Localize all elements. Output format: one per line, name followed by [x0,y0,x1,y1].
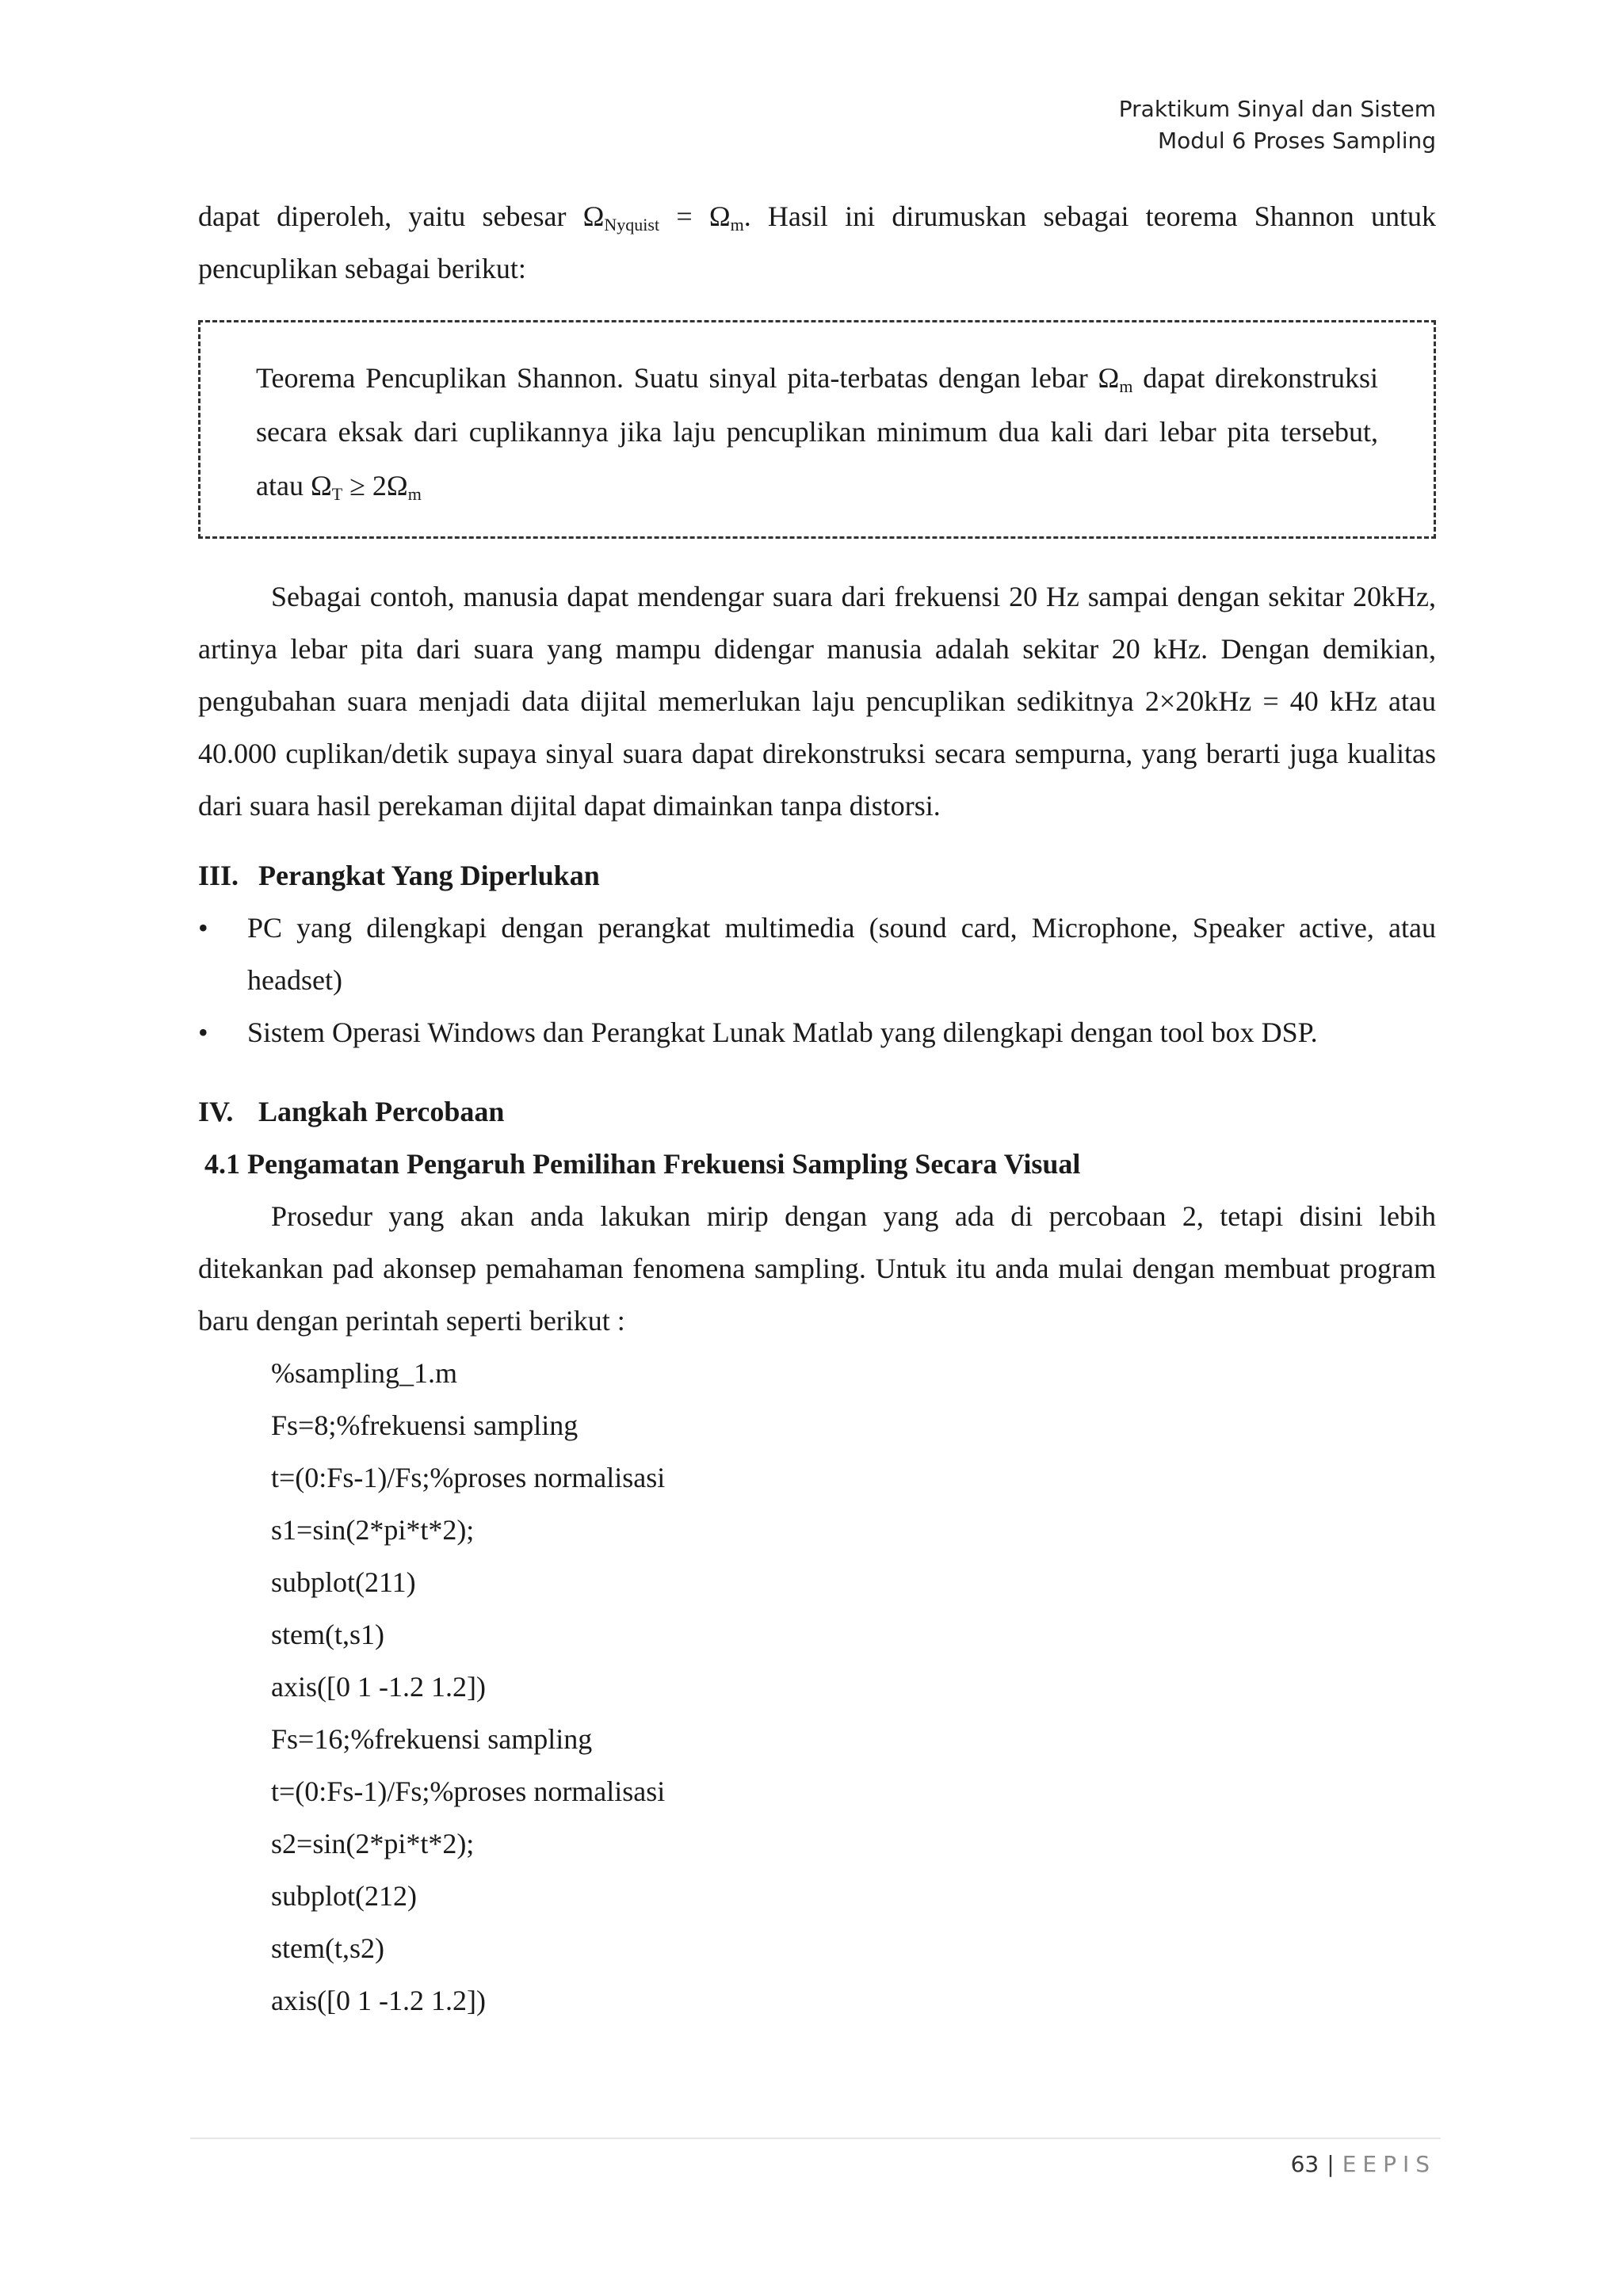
running-header [1119,93,1436,157]
section-heading-steps [198,1085,1436,1138]
code-line: %sampling_1.m [271,1357,457,1389]
equipment-list [198,902,1436,1058]
code-line: axis([0 1 -1.2 1.2]) [271,1985,486,2016]
example-paragraph: Sebagai contoh, manusia dapat mendengar suara dari frekuensi 20 Hz sampai dengan sekitar 20kHz, artinya lebar pita dari suara yang mampu didengar manusia adalah sekitar 20 kHz. Dengan demikian, pengubahan suara menjadi data dijital memerlukan laju pencuplikan sedikitnya 2×20kHz = 40 kHz atau 40.000 cuplikan/detik supaya sinyal suara dapat direkonstruksi secara sempurna, yang berarti juga kualitas dari suara hasil perekaman dijital dapat dimainkan tanpa distorsi. [198,581,1436,822]
list-item: • PC yang dilengkapi dengan perangkat multimedia (sound card, Microphone, Speaker active, atau headset) [198,902,1436,1006]
page-number: 63 [1290,2151,1319,2177]
code-line: t=(0:Fs-1)/Fs;%proses normalisasi [271,1775,666,1807]
theorem-subscript-m2: m [407,484,422,504]
code-line: Fs=16;%frekuensi sampling [271,1723,593,1755]
code-line: t=(0:Fs-1)/Fs;%proses normalisasi [271,1462,666,1493]
footer-separator: | [1327,2151,1335,2177]
section-number: III. [198,860,239,891]
code-listing [198,1347,1436,2027]
section-title: Perangkat Yang Diperlukan [258,860,600,891]
list-item: • Sistem Operasi Windows dan Perangkat Lunak Matlab yang dilengkapi dengan tool box DSP. [198,1006,1436,1058]
intro-subscript-nyquist: Nyquist [604,215,660,235]
footer-org: EEPIS [1342,2151,1436,2177]
section-title: Langkah Percobaan [258,1096,505,1127]
theorem-text [256,351,1378,513]
section-number: IV. [198,1096,234,1127]
page-footer [1291,2149,1436,2180]
intro-subscript-m: m [730,215,744,235]
code-line: s2=sin(2*pi*t*2); [271,1828,475,1859]
section-heading-equipment [198,849,1436,902]
code-line: stem(t,s2) [271,1932,384,1964]
page-body [198,190,1436,2027]
code-line: stem(t,s1) [271,1619,384,1650]
code-line: Fs=8;%frekuensi sampling [271,1409,579,1441]
theorem-subscript-t: T [331,484,343,504]
code-line: s1=sin(2*pi*t*2); [271,1514,475,1546]
theorem-text-1: Teorema Pencuplikan Shannon. Suatu sinyal pita-terbatas dengan lebar Ω [256,362,1120,394]
theorem-text-2: dapat direkonstruksi secara eksak dari cuplikannya jika laju pencuplikan minimum dua kali dari lebar pita tersebut, atau Ω [256,362,1378,502]
procedure-paragraph: Prosedur yang akan anda lakukan mirip dengan yang ada di percobaan 2, tetapi disini lebih ditekankan pad akonsep pemahaman fenomena sampling. Untuk itu anda mulai dengan membuat program baru dengan perintah seperti berikut : [198,1200,1436,1337]
intro-text-3: . Hasil ini dirumuskan sebagai teorema Shannon untuk pencuplikan sebagai berikut: [198,200,1436,284]
code-line: axis([0 1 -1.2 1.2]) [271,1671,486,1703]
intro-paragraph [198,190,1436,295]
code-line: subplot(212) [271,1880,417,1912]
theorem-subscript-m: m [1119,376,1133,396]
intro-text-1: dapat diperoleh, yaitu sebesar Ω [198,200,605,232]
footer-divider [190,2138,1441,2139]
subsection-heading: 4.1 Pengamatan Pengaruh Pemilihan Frekuensi Sampling Secara Visual [204,1148,1081,1180]
code-line: subplot(211) [271,1566,416,1598]
theorem-box [198,320,1436,539]
header-course-title: Praktikum Sinyal dan Sistem [1118,96,1436,122]
header-module-title: Modul 6 Proses Sampling [1158,128,1436,154]
theorem-text-3: ≥ 2Ω [342,470,408,502]
intro-text-2: = Ω [659,200,731,232]
